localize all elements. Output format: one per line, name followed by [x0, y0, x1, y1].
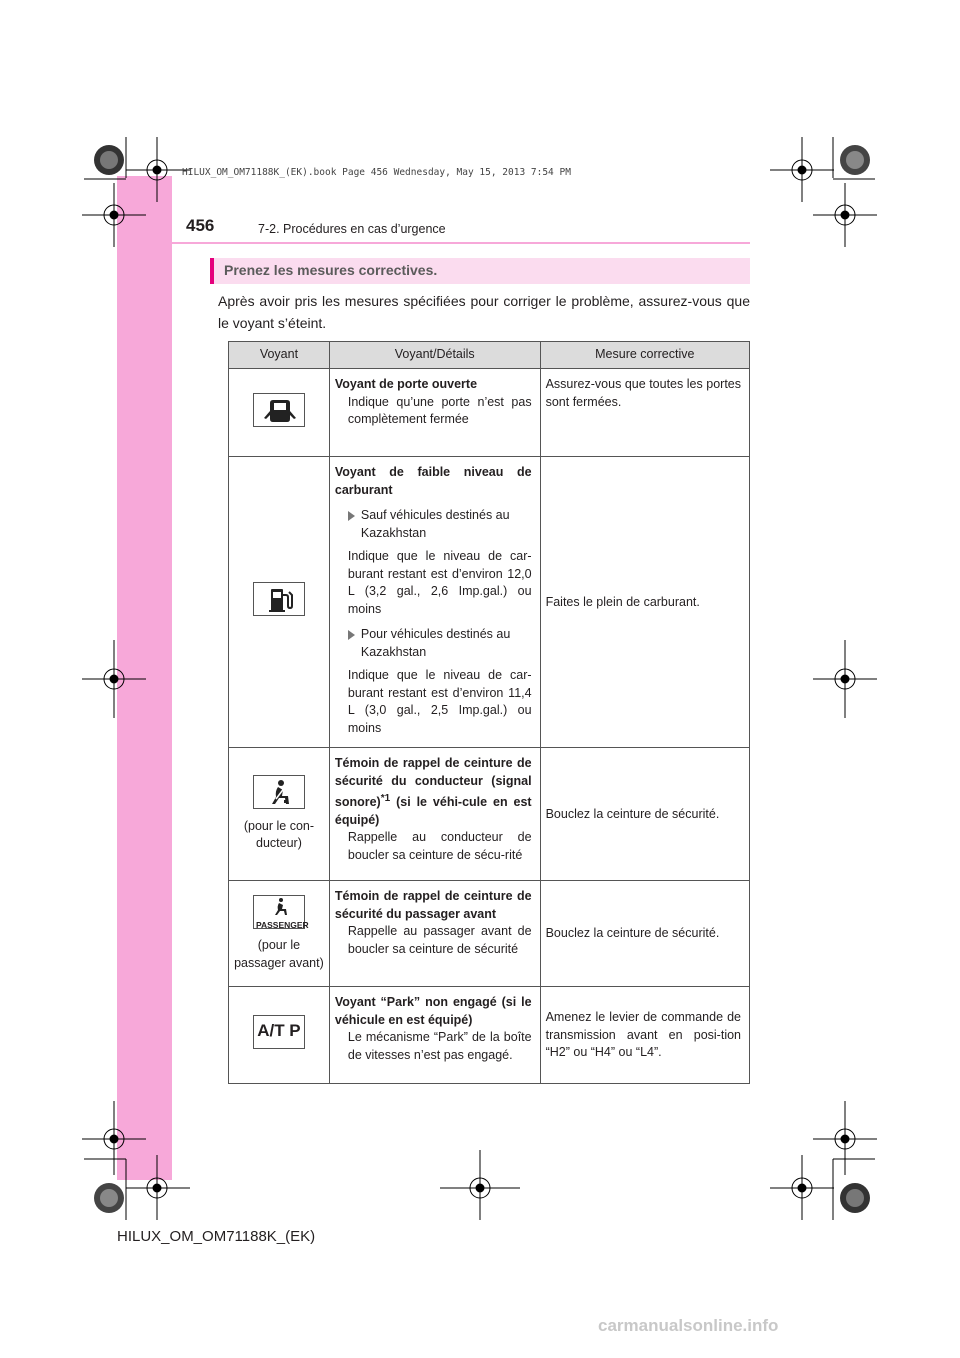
row-title: Voyant de porte ouverte [334, 377, 478, 391]
icon-cell [229, 748, 330, 881]
warning-light-table [228, 341, 750, 1084]
action-cell: Faites le plein de carburant. [540, 457, 749, 748]
details-cell [329, 881, 540, 987]
passenger-label: PASSENGER [255, 919, 309, 930]
icon-cell [229, 369, 330, 457]
section-heading [210, 258, 750, 284]
row-title-part: (si le véhi-cule en est équipé) [334, 795, 532, 827]
icon-caption: (pour le con-ducteur) [243, 818, 315, 851]
section-heading-text: Prenez les mesures correctives. [224, 262, 438, 278]
details-cell [329, 369, 540, 457]
icon-cell [229, 881, 330, 987]
action-cell: Assurez-vous que toutes les portes sont fermées. [540, 369, 749, 457]
table-row [229, 369, 750, 457]
icon-cell [229, 987, 330, 1084]
at-park-label: A/T P [257, 1021, 301, 1041]
triangle-bullet-icon [348, 511, 355, 521]
column-header-voyant: Voyant [229, 342, 330, 369]
row-detail: Indique qu’une porte n’est pas complètement fermée [347, 394, 532, 426]
table-header-row [229, 342, 750, 369]
details-cell [329, 457, 540, 748]
row-detail: Indique que le niveau de car-burant restant est d’environ 11,4 L (3,0 gal., 2,5 Imp.gal.) ou moins [347, 668, 532, 735]
sub-item-text: Sauf véhicules destinés au Kazakhstan [360, 508, 510, 540]
row-title [335, 755, 532, 829]
row-title: Voyant de faible niveau de carburant [334, 465, 532, 497]
page-number: 456 [186, 216, 215, 235]
row-title: Témoin de rappel de ceinture de sécurité du passager avant [334, 889, 532, 921]
print-info-line: HILUX_OM_OM71188K_(EK).book Page 456 Wednesday, May 15, 2013 7:54 PM [182, 167, 571, 178]
column-header-action: Mesure corrective [540, 342, 749, 369]
seatbelt-passenger-icon [253, 895, 309, 930]
row-detail: Rappelle au conducteur de boucler sa ceinture de sécu-rité [347, 830, 532, 862]
footer-code: HILUX_OM_OM71188K_(EK) [117, 1228, 316, 1245]
details-cell [329, 748, 540, 881]
door-open-warning-icon [253, 393, 305, 427]
sub-item-text: Pour véhicules destinés au Kazakhstan [360, 627, 511, 659]
section-title: 7-2. Procédures en cas d’urgence [258, 222, 446, 236]
table-row [229, 457, 750, 748]
seatbelt-driver-icon [253, 775, 305, 809]
at-park-icon [253, 1015, 305, 1049]
footnote-marker: *1 [380, 793, 391, 804]
table-row [229, 881, 750, 987]
triangle-bullet-icon [348, 630, 355, 640]
action-cell: Bouclez la ceinture de sécurité. [540, 881, 749, 987]
sub-item [335, 507, 532, 542]
icon-cell [229, 457, 330, 748]
row-title: Voyant “Park” non engagé (si le véhicule en est équipé) [334, 995, 532, 1027]
row-detail: Le mécanisme “Park” de la boîte de vitesses n’est pas engagé. [347, 1030, 532, 1062]
sub-item [335, 626, 532, 661]
table-row [229, 748, 750, 881]
watermark: carmanualsonline.info [598, 1316, 779, 1335]
action-cell: Amenez le levier de commande de transmission avant en posi-tion “H2” ou “H4” ou “L4”. [540, 987, 749, 1084]
details-cell [329, 987, 540, 1084]
intro-paragraph: Après avoir pris les mesures spécifiées pour corriger le problème, assurez-vous que le voyant s’éteint. [218, 293, 750, 331]
icon-caption: (pour le passager avant) [234, 938, 324, 970]
row-detail: Rappelle au passager avant de boucler sa ceinture de sécurité [347, 924, 532, 956]
fuel-pump-icon [253, 582, 305, 616]
column-header-details: Voyant/Détails [329, 342, 540, 369]
action-cell: Bouclez la ceinture de sécurité. [540, 748, 749, 881]
table-row [229, 987, 750, 1084]
row-detail: Indique que le niveau de car-burant restant est d’environ 12,0 L (3,2 gal., 2,6 Imp.gal.) ou moins [347, 549, 532, 616]
row-title-part: Témoin de rappel de ceinture de sécurité du conducteur (signal sonore) [334, 756, 532, 810]
